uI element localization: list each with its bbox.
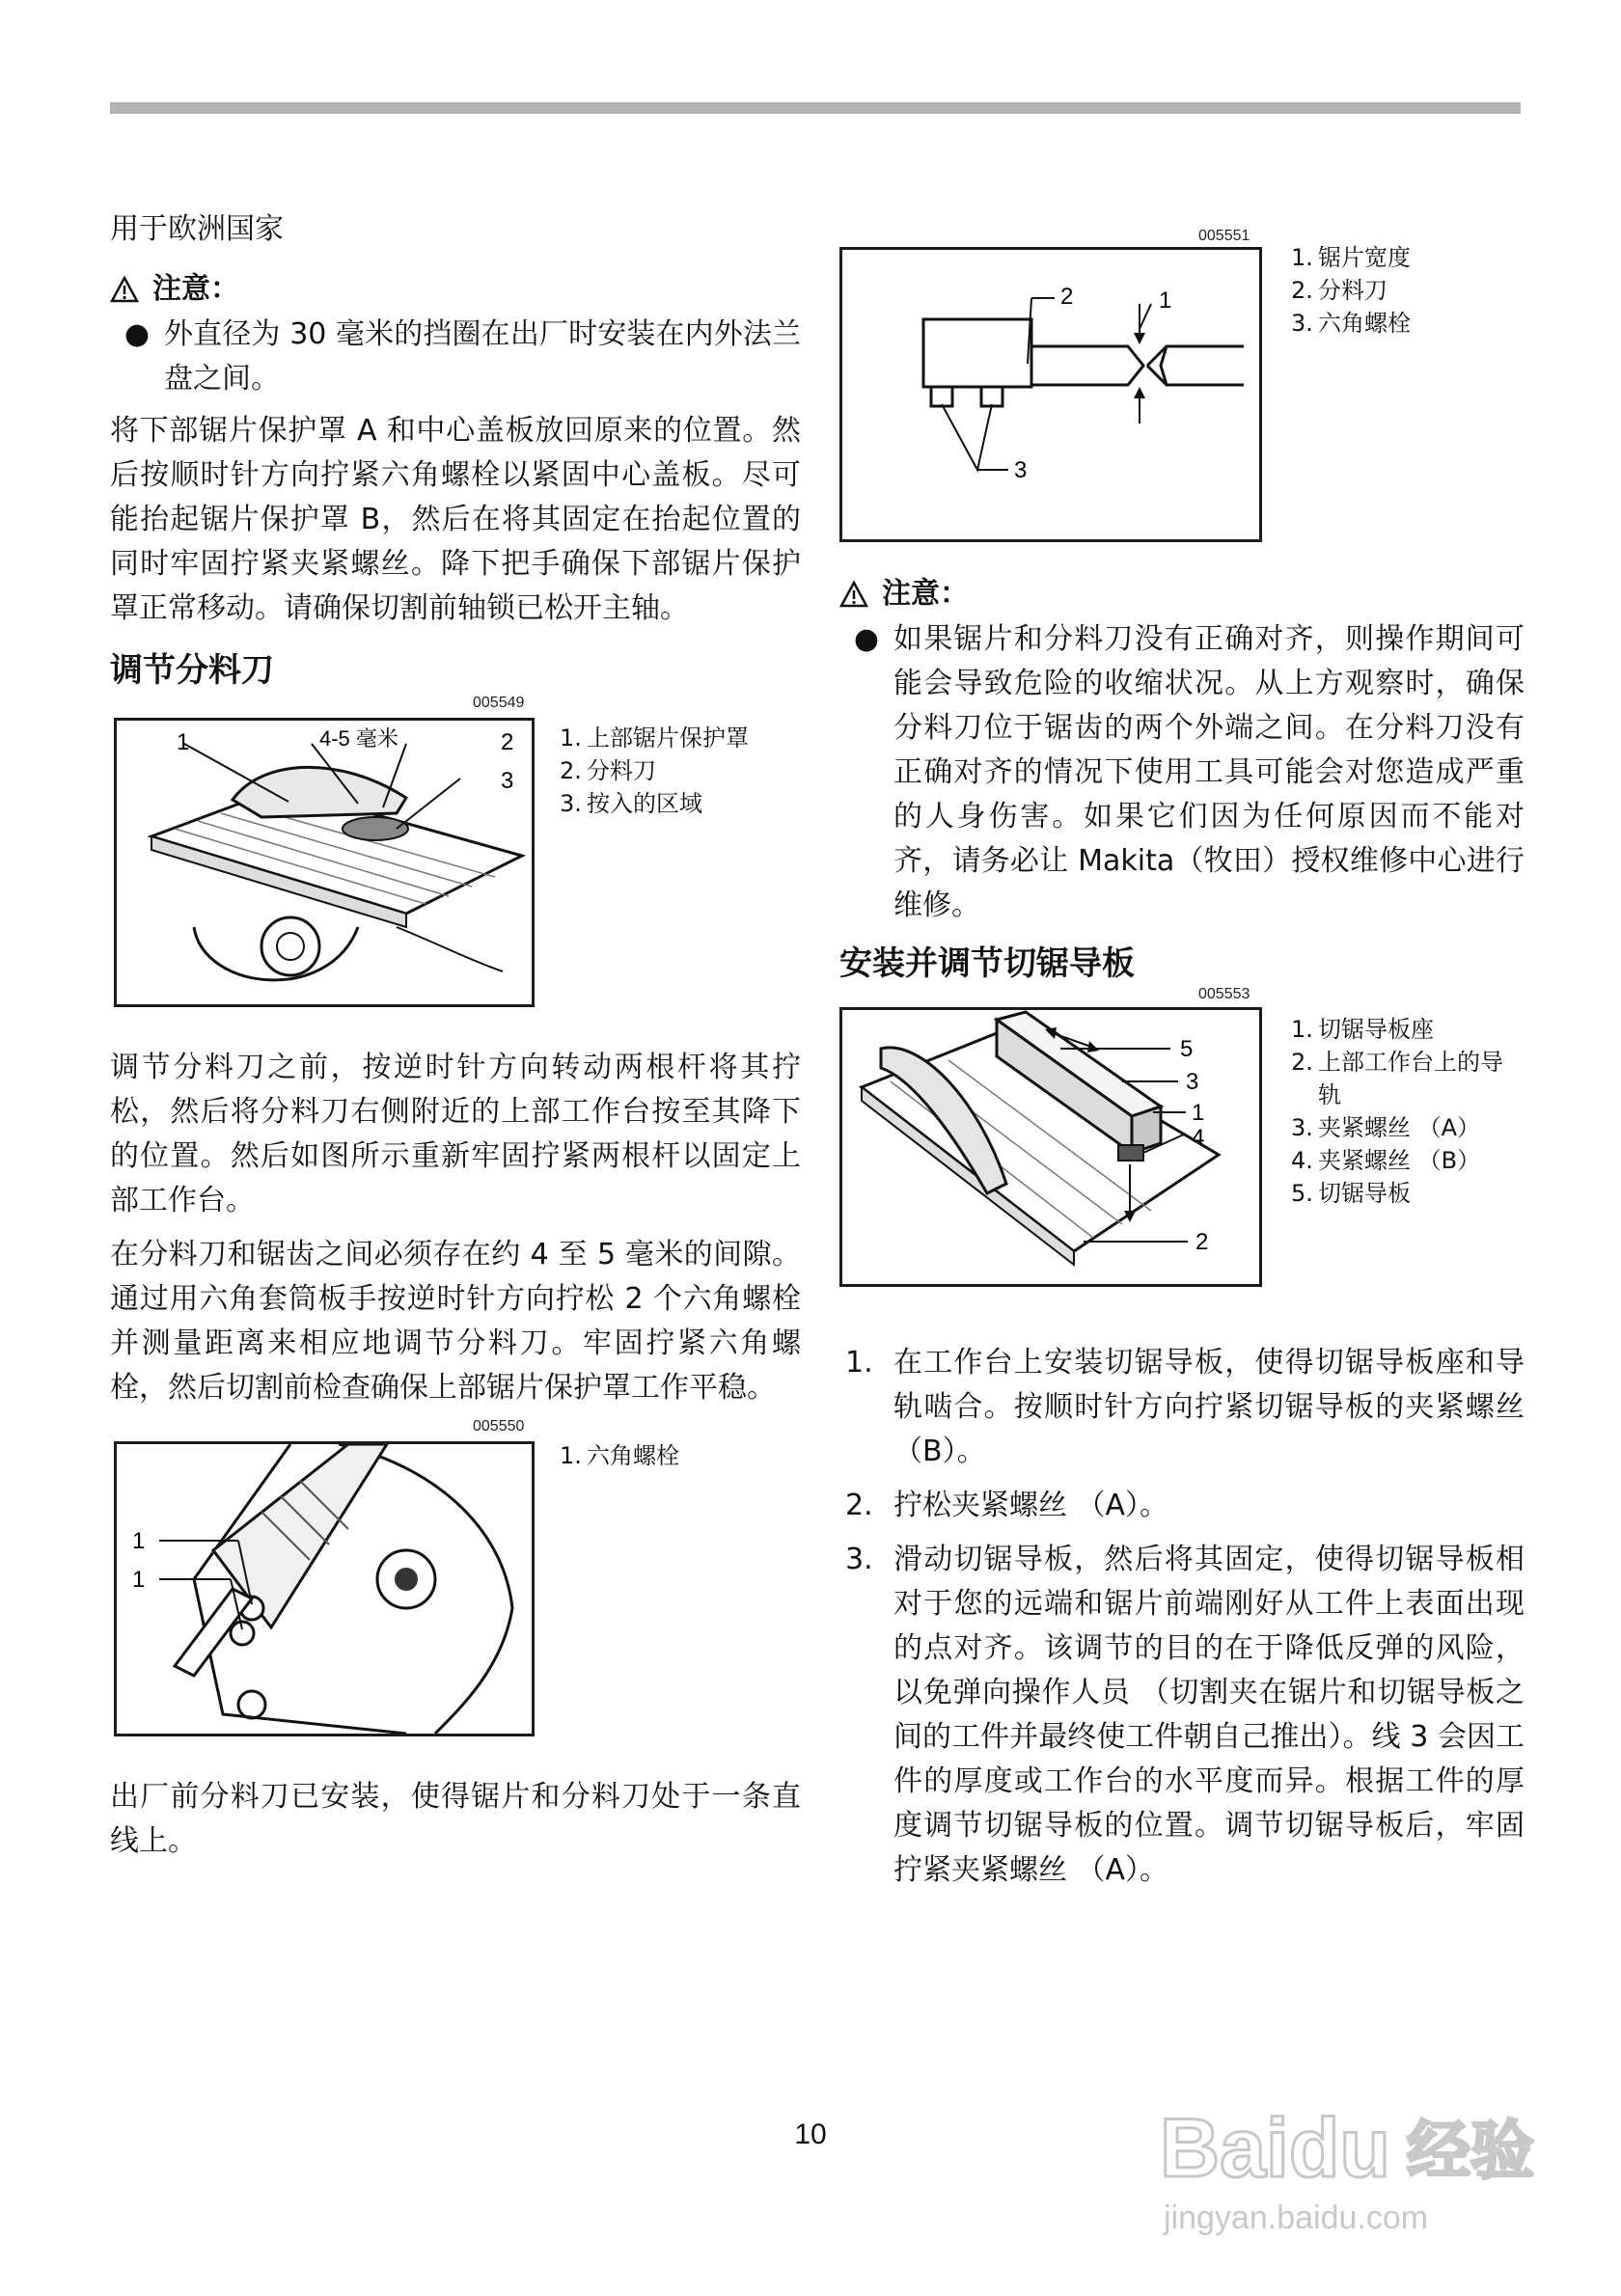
figure-legend [560,1439,803,1472]
callout-1: 1 [177,729,190,755]
legend-item: 2. 分料刀 [560,757,656,784]
legend-item: 2. 分料刀 [1291,277,1387,304]
legend-item: 1. 上部锯片保护罩 [560,724,749,752]
paragraph: 调节分料刀之前，按逆时针方向转动两根杆将其拧松，然后将分料刀右侧附近的上部工作台按至其降下的位置。然后如图所示重新牢固拧紧两根杆以固定上部工作台。 [110,1051,801,1217]
rip-fence-illustration [842,1010,1259,1284]
callout-1: 1 [1192,1100,1205,1126]
figure-code: 005550 [473,1418,525,1435]
callout-1: 1 [132,1528,146,1554]
figure-riving-knife [110,697,801,1025]
list-item: 3. 滑动切锯导板，然后将其固定，使得切锯导板相对于您的远端和锯片前端刚好从工件上表面出现的点对齐。该调节的目的在于降低反弹的风险，以免弹向操作人员 （切割夹在锯片和切锯导板之间的工件并最终使工件朝自己推出）。线 3 会因工件的厚度或工作台的水平度而异。根据工件的厚度调节切锯导板的位置。调节切锯导板后，牢固拧紧夹紧螺丝 （A）。 [845,1543,1525,1887]
caution-label: 注意： [152,272,239,306]
caution-heading [839,575,1525,614]
legend-item: 2. 上部工作台上的导轨 [1291,1049,1503,1108]
baidu-jingyan-watermark [1154,2084,1559,2248]
callout-1: 1 [132,1567,146,1593]
watermark-word: 经验 [1407,2115,1534,2186]
figure-code: 005553 [1198,986,1250,1002]
callout-dimension: 4-5 毫米 [319,726,398,751]
callout-3: 3 [1186,1069,1199,1095]
caution-text: 如果锯片和分料刀没有正确对齐，则操作期间可能会导致危险的收缩状况。从上方观察时，确保分料刀位于锯齿的两个外端之间。在分料刀没有正确对齐的情况下使用工具可能会对您造成严重的人身伤害。如果它们因为任何原因而不能对齐，请务必让 Makita（牧田）授权维修中心进行维修。 [893,622,1525,922]
section-heading-riving-knife: 调节分料刀 [110,651,274,690]
caution-bullet [839,617,1525,928]
callout-2: 2 [501,729,514,755]
page-number: 10 [794,2118,827,2150]
callout-3: 3 [501,768,514,794]
caution-text: 外直径为 30 毫米的挡圈在出厂时安装在内外法兰盘之间。 [164,317,801,396]
callout-4: 4 [1192,1125,1205,1151]
figure-code: 005551 [1198,228,1250,244]
warning-triangle-icon [110,275,139,304]
bullet-icon: ● [853,622,880,656]
caution-bullet [110,313,801,401]
legend-item: 1. 六角螺栓 [560,1442,679,1469]
legend-item: 4. 夹紧螺丝 （B） [1291,1147,1481,1174]
section-heading-rip-fence: 安装并调节切锯导板 [839,944,1135,983]
saw-table-illustration [117,721,532,1004]
steps-list [839,1341,1525,1893]
figure-legend [1291,241,1523,340]
warning-triangle-icon [839,580,868,609]
callout-5: 5 [1180,1036,1194,1062]
legend-item: 3. 六角螺栓 [1291,310,1411,337]
figure-frame [839,247,1262,542]
legend-item: 3. 按入的区域 [560,790,702,817]
figure-frame [114,718,535,1007]
right-column [839,228,1525,1902]
blade-guard-illustration [117,1444,532,1734]
left-column [110,210,801,1864]
figure-frame [839,1007,1262,1287]
blade-width-diagram [842,250,1259,539]
figure-code: 005549 [473,695,525,711]
legend-item: 1. 锯片宽度 [1291,244,1411,271]
watermark-brand: Baidu [1160,2102,1390,2195]
figure-rip-fence [839,988,1525,1306]
figure-legend [560,722,803,820]
callout-2: 2 [1195,1229,1209,1255]
figure-frame [114,1441,535,1736]
figure-hex-bolts [110,1418,801,1756]
legend-item: 1. 切锯导板座 [1291,1016,1434,1043]
caution-heading [110,270,801,309]
callout-1: 1 [1159,287,1172,314]
legend-item: 3. 夹紧螺丝 （A） [1291,1114,1481,1141]
callout-3: 3 [1014,457,1028,483]
paragraph: 将下部锯片保护罩 A 和中心盖板放回原来的位置。然后按顺时针方向拧紧六角螺栓以紧固中心盖板。尽可能抬起锯片保护罩 B，然后在将其固定在抬起位置的同时牢固拧紧夹紧螺丝。降下把手确保下部锯片保护罩正常移动。请确保切割前轴锁已松开主轴。 [110,414,801,625]
list-item: 1. 在工作台上安装切锯导板，使得切锯导板座和导轨啮合。按顺时针方向拧紧切锯导板的夹紧螺丝 （B）。 [845,1346,1525,1468]
legend-item: 5. 切锯导板 [1291,1180,1411,1207]
bullet-icon: ● [124,317,151,351]
header-rule [110,102,1521,114]
figure-blade-alignment [839,228,1525,575]
region-heading: 用于欧洲国家 [110,212,284,246]
caution-label: 注意： [882,577,969,611]
figure-legend [1291,1013,1523,1210]
watermark-url: jingyan.baidu.com [1164,2200,1429,2236]
paragraph: 在分料刀和锯齿之间必须存在约 4 至 5 毫米的间隙。通过用六角套筒板手按逆时针方向拧松 2 个六角螺栓并测量距离来相应地调节分料刀。牢固拧紧六角螺栓，然后切割前检查确保上部锯片保护罩工作平稳。 [110,1238,801,1405]
paragraph: 出厂前分料刀已安装，使得锯片和分料刀处于一条直线上。 [110,1780,801,1858]
callout-2: 2 [1060,284,1074,310]
list-item: 2. 拧松夹紧螺丝 （A）。 [845,1489,1169,1522]
